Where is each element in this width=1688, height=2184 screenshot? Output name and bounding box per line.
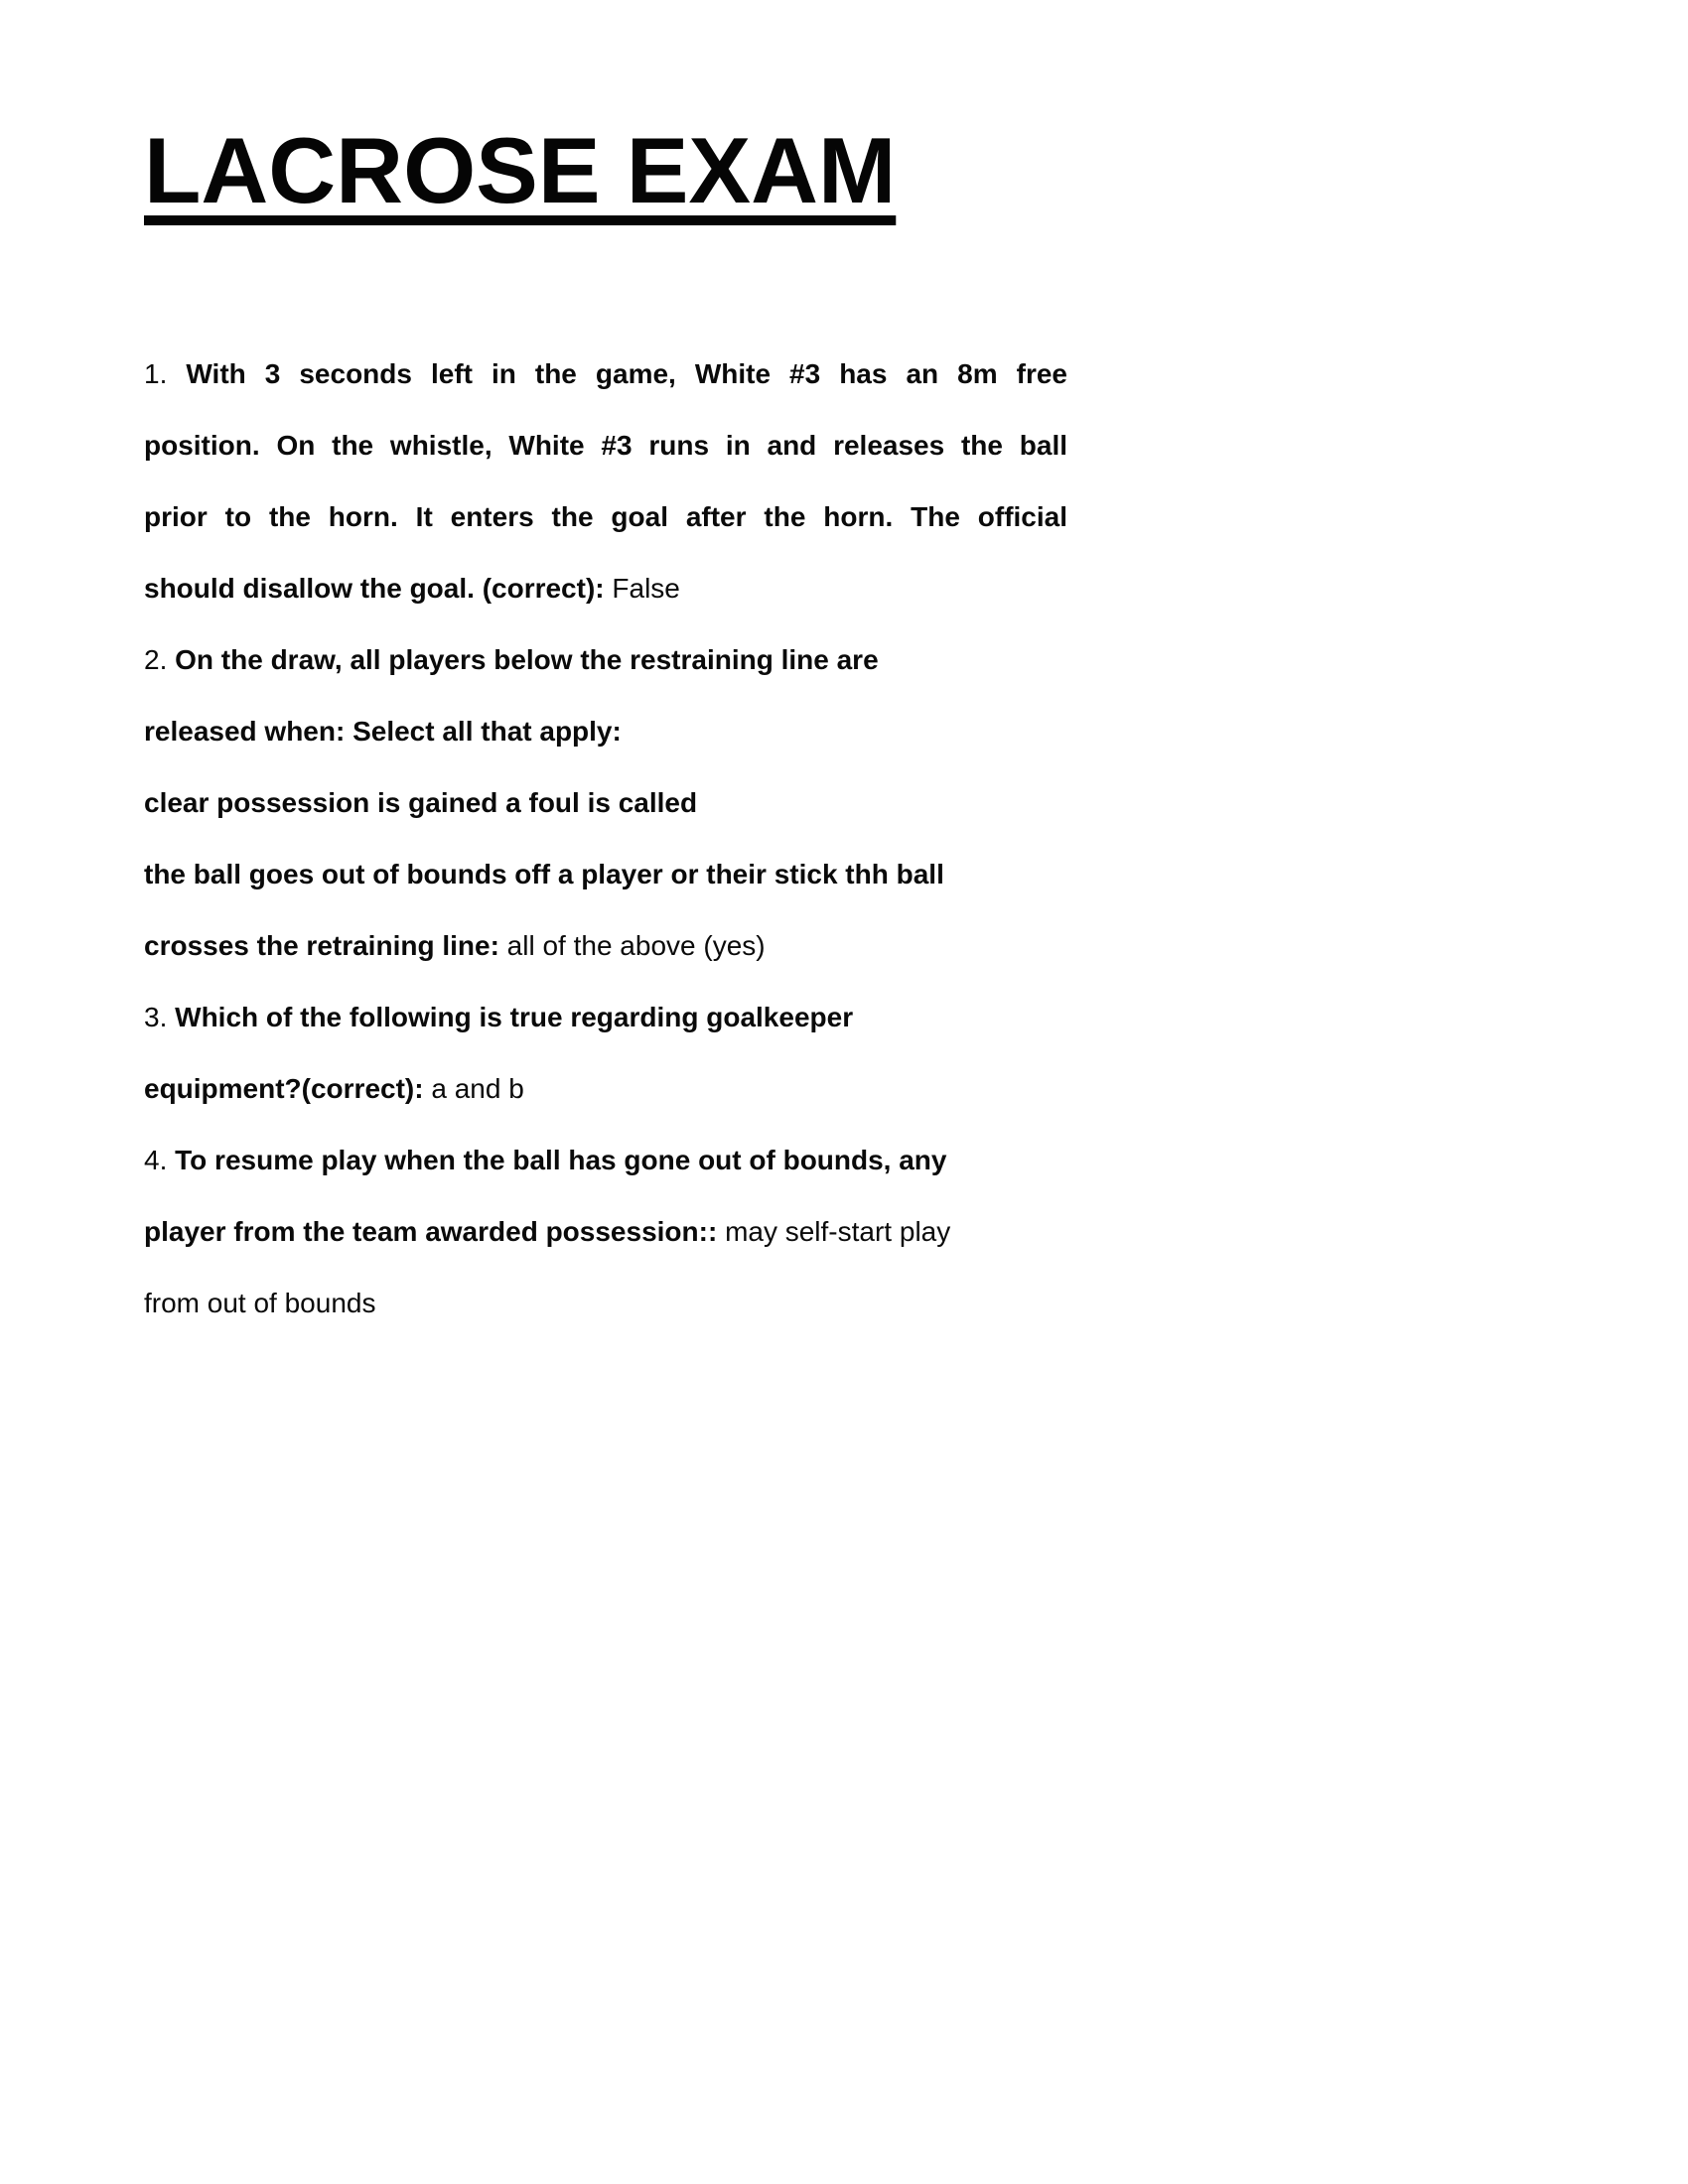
question-1 bbox=[144, 339, 1067, 624]
question-text: equipment?(correct): bbox=[144, 1073, 432, 1105]
question-text: released when: Select all that apply: bbox=[144, 716, 622, 748]
question-text: player from the team awarded possession:: bbox=[144, 1216, 726, 1248]
text-line bbox=[144, 982, 1067, 1053]
question-2 bbox=[144, 624, 1067, 982]
question-number: 1. bbox=[144, 358, 187, 390]
question-3 bbox=[144, 982, 1067, 1125]
answer-text: from out of bounds bbox=[144, 1288, 376, 1319]
document-title bbox=[144, 117, 1544, 224]
document-body bbox=[144, 339, 1067, 1339]
question-text: crosses the retraining line: bbox=[144, 930, 507, 962]
text-line bbox=[144, 410, 1067, 481]
text-line bbox=[144, 1268, 1067, 1339]
question-text: On the draw, all players below the restraining line are bbox=[175, 644, 879, 676]
text-line bbox=[144, 1125, 1067, 1196]
document-title-text: LACROSE EXAM bbox=[144, 118, 897, 222]
text-line bbox=[144, 553, 1067, 624]
text-line bbox=[144, 910, 1067, 982]
question-text: To resume play when the ball has gone out of bounds, any bbox=[175, 1145, 947, 1176]
answer-text: a and b bbox=[431, 1073, 524, 1105]
text-line bbox=[144, 1053, 1067, 1125]
question-text: prior to the horn. It enters the goal after the horn. The official bbox=[144, 501, 1067, 533]
question-text: the ball goes out of bounds off a player or their stick thh ball bbox=[144, 859, 944, 890]
question-text: position. On the whistle, White #3 runs in and releases the ball bbox=[144, 430, 1067, 462]
text-line bbox=[144, 696, 1067, 767]
text-line bbox=[144, 767, 1067, 839]
question-number: 2. bbox=[144, 644, 176, 676]
question-number: 3. bbox=[144, 1002, 176, 1033]
answer-text: False bbox=[612, 573, 680, 605]
question-text: clear possession is gained a foul is called bbox=[144, 787, 698, 819]
question-text: Which of the following is true regarding goalkeeper bbox=[175, 1002, 854, 1033]
question-text: should disallow the goal. (correct): bbox=[144, 573, 613, 605]
text-line bbox=[144, 624, 1067, 696]
question-4 bbox=[144, 1125, 1067, 1339]
text-line bbox=[144, 481, 1067, 553]
text-line bbox=[144, 339, 1067, 410]
question-number: 4. bbox=[144, 1145, 176, 1176]
answer-text: may self-start play bbox=[725, 1216, 951, 1248]
text-line bbox=[144, 839, 1067, 910]
question-text: With 3 seconds left in the game, White #3 has an 8m free bbox=[186, 358, 1068, 390]
answer-text: all of the above (yes) bbox=[506, 930, 766, 962]
text-line bbox=[144, 1196, 1067, 1268]
